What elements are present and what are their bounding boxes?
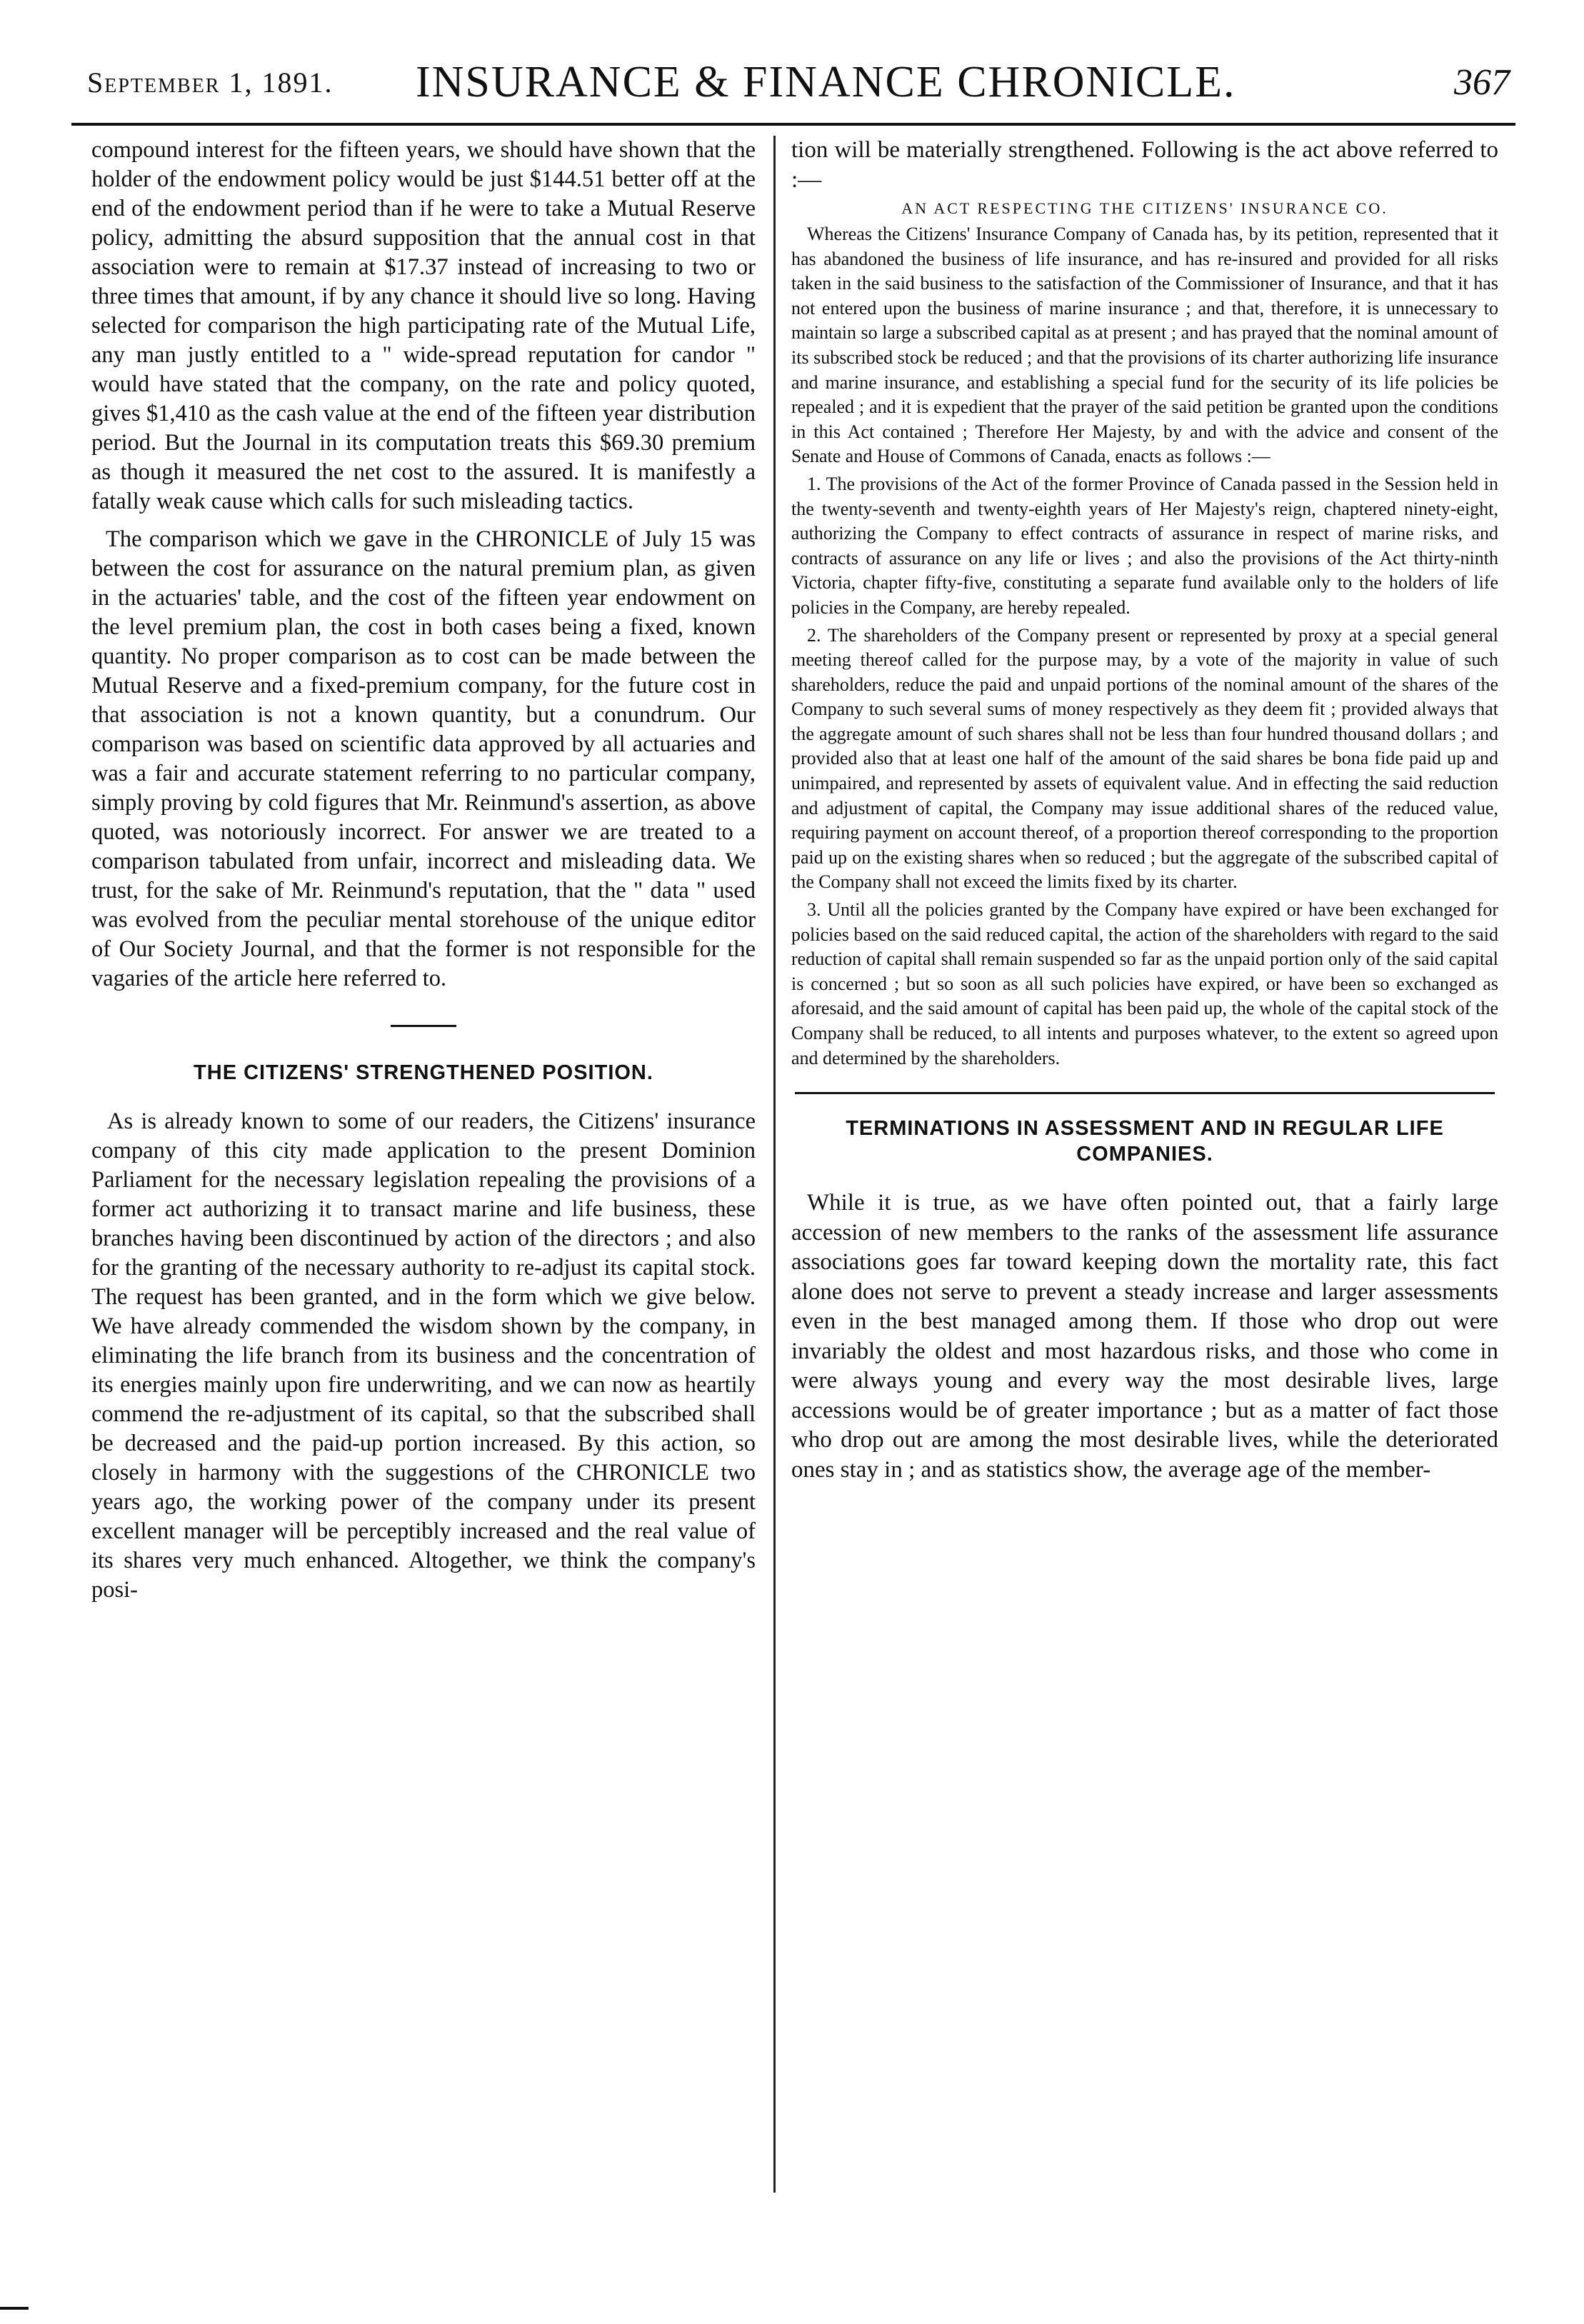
footer-mark <box>0 2307 29 2310</box>
section-divider-right <box>795 1092 1495 1094</box>
act-section-1: 1. The provisions of the Act of the former Province of Canada passed in the Session held in the twenty-seventh and twenty-eighth years of Her Majesty's reign, chaptered ninety-eight, authorizing the Company to effect contracts of assurance in respect of marine risks, and contracts of assurance on any life or lives ; and also the provisions of the Act thirty-ninth Victoria, chapter fifty-five, constituting a separate fund available only to the holders of life policies in the Company, are hereby repealed. <box>791 473 1498 618</box>
left-column <box>91 136 756 2200</box>
column-divider <box>773 136 776 2193</box>
section-divider <box>391 1025 456 1027</box>
right-column <box>791 136 1498 2200</box>
citizens-paragraph: As is already known to some of our readers, the Citizens' insurance company of this city made application to the present Dominion Parliament for the necessary legislation repealing the provisions of a former act authorizing it to transact marine and life business, these branches having been discontinued by action of the directors ; and also for the granting of the necessary authority to re-adjust its capital stock. The request has been granted, and in the form which we give below. We have already commended the wisdom shown by the company, in eliminating the life branch from its business and the concentration of its energies mainly upon fire underwriting, and we can now as heartily commend the re-adjustment of its capital, so that the subscribed shall be decreased and the paid-up portion increased. By this action, so closely in harmony with the suggestions of the CHRONICLE two years ago, the working power of the company under its present excellent manager will be perceptibly increased and the real value of its shares very much enhanced. Altogether, we think the company's posi- <box>91 1108 756 1603</box>
page-header <box>66 54 1515 123</box>
header-date: September 1, 1891. <box>87 66 334 99</box>
act-preamble: Whereas the Citizens' Insurance Company of Canada has, by its petition, represented that it has abandoned the business of life insurance, and has re-insured and provided for all risks taken in the said business to the satisfaction of the Commissioner of Insurance, and that it has not entered upon the business of marine insurance ; and that, therefore, it is unnecessary to maintain so large a subscribed capital as at present ; and has prayed that the nominal amount of its subscribed stock be reduced ; and that the provisions of its charter authorizing life insurance and marine insurance, and establishing a special fund for the security of its life policies be repealed ; and it is expedient that the prayer of the said petition be granted upon the conditions in this Act contained ; Therefore Her Majesty, by and with the advice and consent of the Senate and House of Commons of Canada, enacts as follows :— <box>791 224 1498 467</box>
left-paragraph-2: The comparison which we gave in the CHRONICLE of July 15 was between the cost for assurance on the natural premium plan, as given in the actuaries' table, and the cost of the fifteen year endowment on the level premium plan, the cost in both cases being a fixed, known quantity. No proper comparison as to cost can be made between the Mutual Reserve and a fixed-premium company, for the future cost in that association is not a known quantity, but a conundrum. Our comparison was based on scientific data approved by all actuaries and was a fair and accurate statement referring to no particular company, simply proving by cold figures that Mr. Reinmund's assertion, as above quoted, was notoriously incorrect. For answer we are treated to a comparison tabulated from unfair, incorrect and misleading data. We trust, for the sake of Mr. Reinmund's reputation, that the " data " used was evolved from the peculiar mental storehouse of the unique editor of Our Society Journal, and that the former is not responsible for the vagaries of the article here referred to. <box>91 526 756 991</box>
left-paragraph-1: compound interest for the fifteen years, we should have shown that the holder of the endowment policy would be just $144.51 better off at the end of the endowment period than if he were to take a Mutual Reserve policy, admitting the absurd supposition that the annual cost in that association were to remain at $17.37 instead of increasing to two or three times that amount, if by any chance it should live so long. Having selected for comparison the high participating rate of the Mutual Life, any man justly entitled to a " wide-spread reputation for candor " would have stated that the company, on the rate and policy quoted, gives $1,410 as the cash value at the end of the fifteen year distribution period. But the Journal in its computation treats this $69.30 premium as though it measured the net cost to the assured. It is manifestly a fatally weak cause which calls for such misleading tactics. <box>91 137 756 514</box>
act-section-2: 2. The shareholders of the Company present or represented by proxy at a special general meeting thereof called for the purpose may, by a vote of the majority in value of such shareholders, reduce the paid and unpaid portions of the nominal amount of the shares of the Company to such several sums of money respectively as they deem fit ; provided always that the aggregate amount of such shares shall not be less than four hundred thousand dollars ; and provided also that at least one half of the amount of the said shares be bona fide paid up and unimpaired, and represented by assets of equivalent value. And in effecting the said reduction and adjustment of capital, the Company may issue additional shares of the reduced value, requiring payment on account thereof, of a proportion thereof corresponding to the proportion paid up on the existing shares when so reduced ; but the aggregate of the subscribed capital of the Company shall not exceed the limits fixed by its charter. <box>791 624 1498 893</box>
terminations-paragraph: While it is true, as we have often pointed out, that a fairly large accession of new members to the ranks of the assessment life assurance associations goes far toward keeping down the mortality rate, this fact alone does not serve to prevent a steady increase and larger assessments even in the best managed among them. If those who drop out were invariably the oldest and most hazardous risks, and those who come in were always young and every way the most desirable lives, large accessions would be of greater importance ; but as a matter of fact those who drop out are among the most desirable lives, while the deteriorated ones stay in ; and as statistics show, the average age of the member- <box>791 1190 1498 1483</box>
page-number: 367 <box>1454 62 1510 103</box>
left-body <box>91 136 756 993</box>
header-rule <box>71 123 1515 126</box>
act-section-3: 3. Until all the policies granted by the Company have expired or have been exchanged for policies based on the said reduced capital, the action of the shareholders with regard to the said reduction of capital shall remain suspended so far as the unpaid portion only of the said capital is concerned ; but so soon as all such policies have expired, or have been so exchanged as aforesaid, and the said amount of capital has been paid up, the whole of the capital stock of the Company shall be reduced, to all intents and purposes whatever, to the extent so agreed upon and determined by the shareholders. <box>791 899 1498 1068</box>
act-title: AN ACT RESPECTING THE CITIZENS' INSURANCE CO. <box>901 199 1388 217</box>
section-heading-citizens: THE CITIZENS' STRENGTHENED POSITION. <box>194 1061 653 1084</box>
publication-title: INSURANCE & FINANCE CHRONICLE. <box>416 58 1236 106</box>
section-heading-terminations: TERMINATIONS IN ASSESSMENT AND IN REGULAR LIFE COMPANIES. <box>846 1117 1444 1166</box>
act-intro: tion will be materially strengthened. Following is the act above referred to :— <box>791 137 1498 193</box>
